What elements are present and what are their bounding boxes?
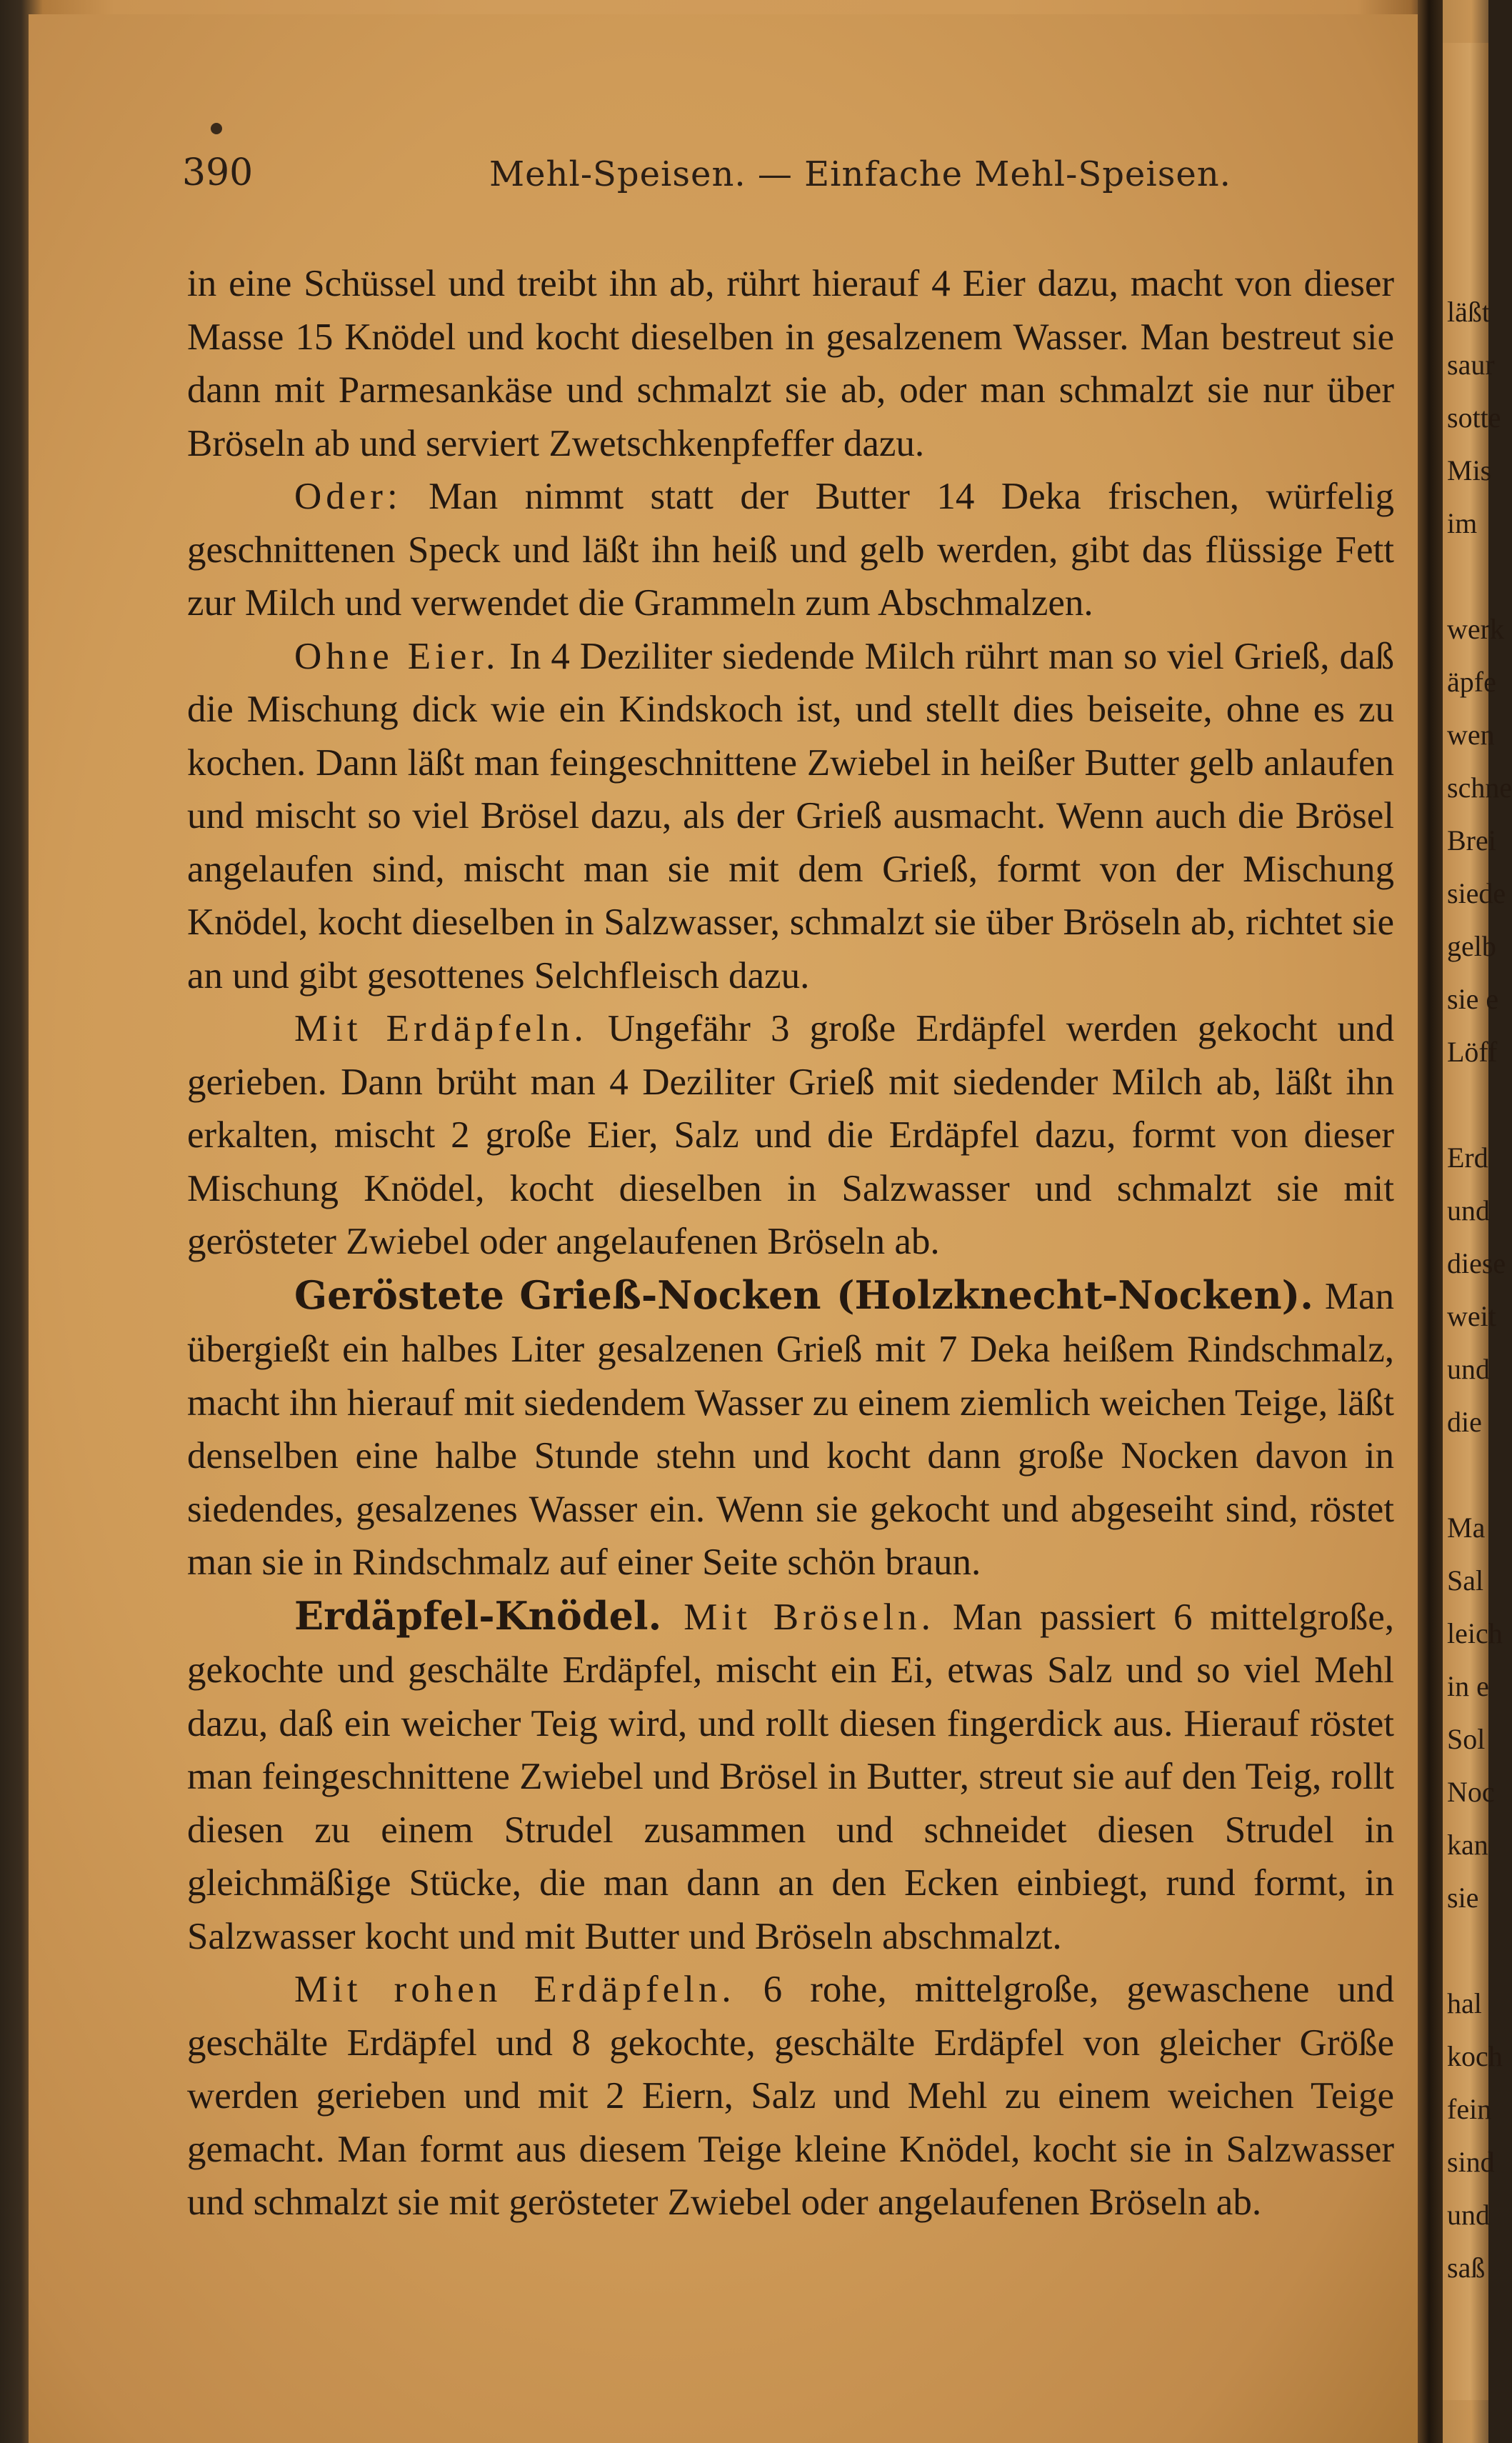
margin-fragment — [1447, 1449, 1487, 1502]
paragraph-mit-erdaepfeln — [187, 1002, 1394, 1269]
margin-fragment: Ma — [1447, 1512, 1486, 1544]
paragraph-lead: Oder: — [294, 476, 402, 517]
margin-fragment: Mis — [1447, 454, 1492, 486]
adjacent-page-text — [1447, 286, 1512, 2294]
margin-fragment: sie — [1447, 1882, 1479, 1914]
margin-fragment: Brei — [1447, 824, 1496, 856]
margin-fragment: weit — [1447, 1300, 1496, 1332]
margin-fragment: leich — [1447, 1617, 1503, 1649]
paragraph-ohne-eier — [187, 630, 1394, 1003]
margin-fragment: werk — [1447, 613, 1504, 645]
margin-fragment: läßt — [1447, 296, 1490, 328]
margin-fragment: im — [1447, 507, 1478, 539]
paragraph-erdaepfel-knoedel — [187, 1589, 1394, 1964]
margin-fragment — [1447, 1924, 1487, 1977]
margin-fragment: saur — [1447, 349, 1495, 381]
margin-fragment: sotte — [1447, 401, 1501, 434]
paragraph-text: Man übergießt ein halbes Liter gesalzenen Grieß mit 7 Deka heißem Rindschmalz, macht ihn hierauf mit siedendem Wasser zu einem ziemlich weichen Teige, läßt denselben eine halbe Stunde stehn und kocht dann große Nocken davon in siedendes, gesalzenes Wasser ein. Wenn sie gekocht und abgeseiht sind, röstet man sie in Rindschmalz auf einer Seite schön braun. — [187, 1275, 1395, 1583]
margin-fragment: äpfe — [1447, 666, 1496, 698]
paragraph-lead: Mit Erdäpfeln. — [294, 1008, 588, 1049]
margin-fragment: schne — [1447, 771, 1512, 804]
margin-fragment: Sal — [1447, 1564, 1484, 1597]
margin-fragment: Erd — [1447, 1141, 1488, 1174]
paragraph-text: 6 rohe, mittelgroße, gewaschene und geschälte Erdäpfel und 8 gekochte, geschälte Erdäpfel von gleicher Größe werden gerieben und mit 2 Eiern, Salz und Mehl zu einem weichen Teige gemacht. Man formt aus diesem Teige kleine Knödel, kocht sie in Salzwasser und schmalzt sie mit gerösteter Zwiebel oder angelaufenen Bröseln ab. — [187, 1969, 1394, 2223]
margin-fragment: Sol — [1447, 1723, 1486, 1755]
margin-fragment: Löff — [1447, 1036, 1498, 1068]
running-title: Mehl-Speisen. — Einfache Mehl-Speisen. — [489, 154, 1231, 194]
book-gutter — [1418, 0, 1443, 2443]
paragraph-text: in eine Schüssel und treibt ihn ab, rührt hierauf 4 Eier dazu, macht von dieser Masse 15 Knödel und kocht dieselben in gesalzenem Wasser. Man bestreut sie dann mit Parmesankäse und schmalzt sie ab, oder man schmalzt sie nur über Bröseln ab und serviert Zwetschkenpfeffer dazu. — [187, 263, 1394, 464]
margin-fragment: kan — [1447, 1829, 1488, 1861]
margin-fragment: in e — [1447, 1670, 1489, 1702]
margin-fragment: und — [1447, 1194, 1490, 1227]
paragraph-continuation — [187, 257, 1394, 470]
margin-fragment: und — [1447, 2199, 1490, 2231]
paragraph-lead: Mit rohen Erdäpfeln. — [294, 1969, 736, 2010]
margin-fragment: sie e — [1447, 983, 1499, 1015]
page-number: 390 — [182, 151, 254, 194]
margin-fragment: Noc — [1447, 1776, 1495, 1808]
margin-fragment — [1447, 1079, 1487, 1131]
ink-dot — [211, 123, 222, 134]
paragraph-text: Man nimmt statt der Butter 14 Deka frischen, würfelig geschnittenen Speck und läßt ihn heiß und gelb werden, gibt das flüssige Fett zur Milch und verwendet die Grammeln zum Abschmalzen. — [187, 476, 1394, 624]
margin-fragment: saß — [1447, 2252, 1486, 2284]
paragraph-mit-rohen-erdaepfeln — [187, 1963, 1394, 2229]
recipe-heading: Erdäpfel-Knödel. — [294, 1592, 662, 1639]
paragraph-text: Ungefähr 3 große Erdäpfel werden gekocht und gerieben. Dann brüht man 4 Deziliter Grieß mit siedender Milch ab, läßt ihn erkalten, mischt 2 große Eier, Salz und die Erdäpfel dazu, formt von dieser Mischung Knödel, kocht dieselben in Salzwasser und schmalzt sie mit gerösteter Zwiebel oder angelaufenen Bröseln ab. — [187, 1008, 1394, 1262]
margin-fragment: sind — [1447, 2146, 1495, 2178]
margin-fragment: gelb — [1447, 930, 1496, 962]
page-header — [182, 151, 1396, 209]
margin-fragment: koch — [1447, 2040, 1503, 2072]
recipe-heading: Geröstete Grieß-Nocken (Holzknecht-Nocken). — [294, 1272, 1313, 1318]
paragraph-text: Man passiert 6 mittelgroße, gekochte und geschälte Erdäpfel, mischt ein Ei, etwas Salz und so viel Mehl dazu, daß ein weicher Teig wird, und rollt diesen fingerdick aus. Hierauf röstet man feingeschnittene Zwiebel und Brösel in Butter, streut sie auf den Teig, rollt diesen zu einem Strudel zusammen und schneidet diesen Strudel in gleichmäßige Stücke, die man dann an den Ecken einbiegt, rund formt, in Salzwasser kocht und mit Butter und Bröseln abschmalzt. — [187, 1596, 1394, 1957]
margin-fragment: wen — [1447, 719, 1495, 751]
margin-fragment: hal — [1447, 1987, 1482, 2019]
paragraph-oder — [187, 470, 1394, 630]
body-text — [187, 257, 1394, 2229]
paragraph-griess-nocken — [187, 1269, 1394, 1589]
paragraph-lead: Mit Bröseln. — [661, 1596, 935, 1638]
margin-fragment: diese — [1447, 1247, 1506, 1279]
margin-fragment: und — [1447, 1353, 1490, 1385]
paragraph-lead: Ohne Eier. — [294, 635, 500, 677]
margin-fragment: siede — [1447, 877, 1506, 909]
paragraph-text: In 4 Deziliter siedende Milch rührt man so viel Grieß, daß die Mischung dick wie ein Kindskoch ist, und stellt dies beiseite, ohne es zu kochen. Dann läßt man feingeschnittene Zwiebel in heißer Butter gelb anlaufen und mischt so viel Brösel dazu, als der Grieß ausmacht. Wenn auch die Brösel angelaufen sind, mischt man sie mit dem Grieß, formt von der Mischung Knödel, kocht dieselben in Salzwasser, schmalzt sie über Bröseln ab, richtet sie an und gibt gesottenes Selchfleisch dazu. — [187, 635, 1395, 996]
margin-fragment: die — [1447, 1406, 1482, 1438]
margin-fragment — [1447, 550, 1487, 603]
margin-fragment: fein — [1447, 2093, 1492, 2125]
